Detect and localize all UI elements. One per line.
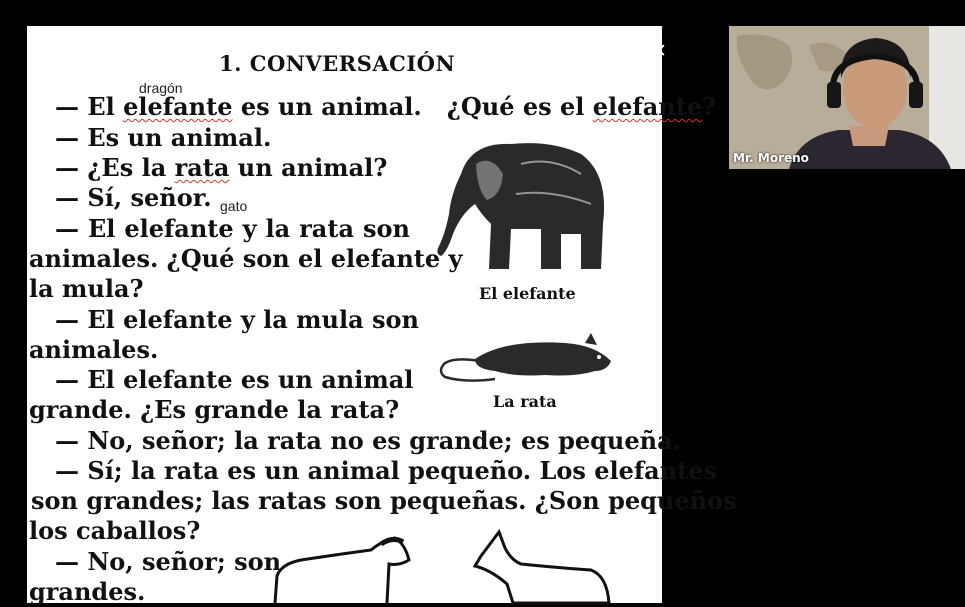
text-line-16: — No, señor; son <box>55 547 282 576</box>
caption-elephant: El elefante <box>479 284 576 303</box>
participant-name-label: Mr. Moreno <box>733 151 809 165</box>
text-line-3: — ¿Es la rata un animal? <box>55 153 388 182</box>
text-line-12: — No, señor; la rata no es grande; es pequeña. <box>55 426 682 455</box>
underlined-word-elefante-2: elefante <box>592 92 703 121</box>
annotation-gato: gato <box>220 198 248 214</box>
text-line-9: animales. <box>29 335 159 364</box>
text-line-8: — El elefante y la mula son <box>55 305 419 334</box>
donkey-illustration <box>471 526 616 603</box>
horse-illustration <box>271 536 416 603</box>
text-line-4: — Sí, señor. <box>55 183 212 212</box>
video-feed-image <box>729 26 965 169</box>
text-line-14: son grandes; las ratas son pequeñas. ¿Son pequeños <box>31 486 737 515</box>
text-line-15: los caballos? <box>29 516 201 545</box>
text-line-6: animales. ¿Qué son el elefante y <box>29 244 463 273</box>
close-icon[interactable]: ✕ <box>651 40 667 62</box>
text-line-13: — Sí; la rata es un animal pequeño. Los elefantes <box>55 456 718 485</box>
underlined-word-rata: rata <box>174 153 230 182</box>
text-line-11: grande. ¿Es grande la rata? <box>29 395 400 424</box>
rat-illustration <box>435 331 615 386</box>
participant-video-tile[interactable] <box>729 26 965 169</box>
text-line-10: — El elefante es un animal <box>55 365 414 394</box>
text-line-5: — El elefante y la rata son <box>55 214 410 243</box>
shared-document-page <box>27 26 737 606</box>
page-title: 1. CONVERSACIÓN <box>219 51 456 76</box>
elephant-illustration <box>431 134 611 274</box>
annotation-dragon: dragón <box>139 80 183 96</box>
underlined-word-elefante: elefante <box>123 92 233 121</box>
caption-rat: La rata <box>493 392 557 411</box>
text-line-1: — El elefante es un animal. ¿Qué es el elefante? <box>55 92 717 121</box>
text-line-17: grandes. <box>29 577 146 606</box>
text-line-2: — Es un animal. <box>55 123 272 152</box>
text-line-7: la mula? <box>29 274 144 303</box>
